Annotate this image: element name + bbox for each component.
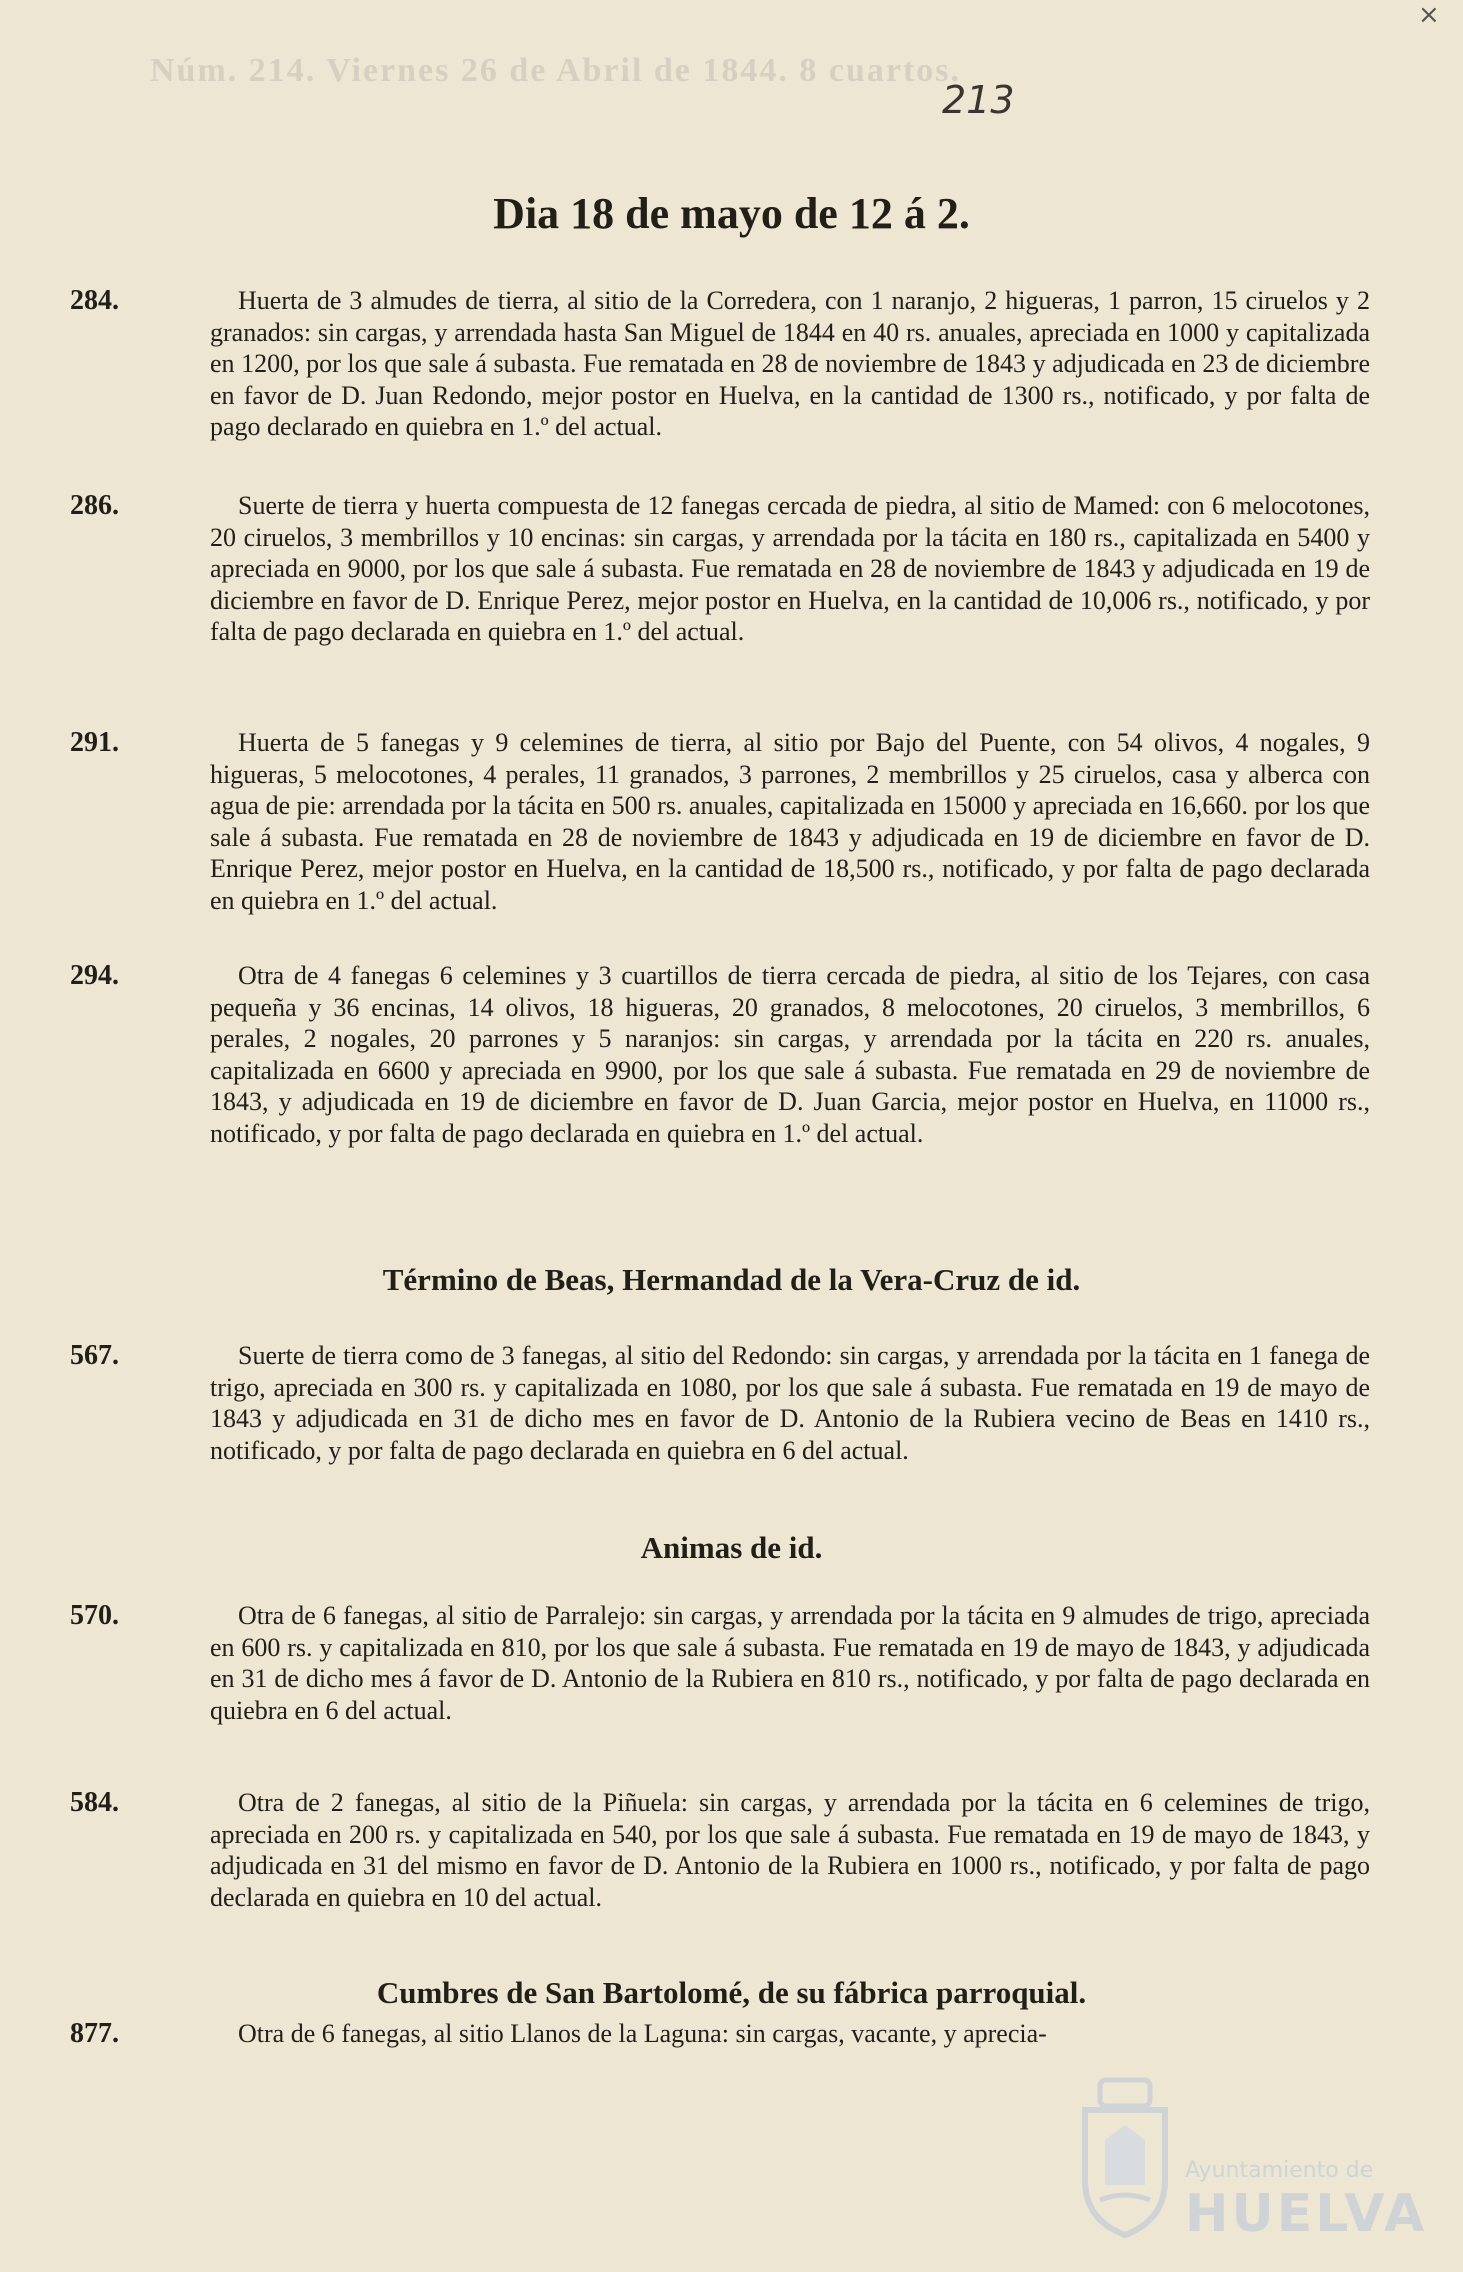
entry-number: 567. — [70, 1340, 119, 1371]
entry-877 — [70, 2018, 1310, 2050]
entry-text: Otra de 6 fanegas, al sitio de Parralejo: sin cargas, y arrendada por la tácita en 9 almudes de trigo, apreciada en 600 rs. y capitalizada en 810, por los que sale á subasta. Fue rematada en 19 de mayo de 1843, y adjudicada en 31 de dicho mes á favor de D. Antonio de la Rubiera en 810 rs., notificado, y por falta de pago declarada en quiebra en 6 del actual. — [210, 1601, 1370, 1725]
entry-number: 570. — [70, 1600, 119, 1631]
entry-text: Otra de 4 fanegas 6 celemines y 3 cuartillos de tierra cercada de piedra, al sitio de los Tejares, con casa pequeña y 36 encinas, 14 olivos, 18 higueras, 20 granados, 8 melocotones, 20 ciruelos, 3 membrillos, 6 perales, 2 nogales, 20 parrones y 5 naranjos: sin cargas, y arrendada por la tácita en 220 rs. anuales, capitalizada en 6600 y apreciada en 9900, por los que sale á subasta. Fue rematada en 29 de noviembre de 1843, y adjudicada en 19 de diciembre en favor de D. Juan Garcia, mejor postor en Huelva, en 11000 rs., notificado, y por falta de pago declarada en quiebra en 1.º del actual. — [210, 961, 1370, 1148]
entry-584 — [70, 1787, 1370, 1913]
entry-570 — [70, 1600, 1370, 1726]
entry-number: 284. — [70, 285, 119, 316]
entry-number: 294. — [70, 960, 119, 991]
entry-number: 584. — [70, 1787, 119, 1818]
entry-567 — [70, 1340, 1370, 1466]
watermark-line2: HUELVA — [1185, 2184, 1428, 2244]
section-heading-beas: Término de Beas, Hermandad de la Vera-Cruz de id. — [382, 1262, 1081, 1297]
entry-number: 291. — [70, 727, 119, 758]
entry-294 — [70, 960, 1370, 1149]
crest-icon — [1070, 2070, 1180, 2240]
watermark-line1: Ayuntamiento de — [1185, 2158, 1374, 2183]
entry-text: Suerte de tierra como de 3 fanegas, al sitio del Redondo: sin cargas, y arrendada por la tácita en 1 fanega de trigo, apreciada en 300 rs. y capitalizada en 1080, por los que sale á subasta. Fue rematada en 19 de mayo de 1843 y adjudicada en 31 de dicho mes en favor de D. Antonio de la Rubiera vecino de Beas en 1410 rs., notificado, y por falta de pago declarada en quiebra en 6 del actual. — [210, 1341, 1370, 1465]
entry-text: Otra de 6 fanegas, al sitio Llanos de la Laguna: sin cargas, vacante, y aprecia- — [238, 2019, 1047, 2048]
entry-291 — [70, 727, 1370, 916]
entry-text: Huerta de 3 almudes de tierra, al sitio de la Corredera, con 1 naranjo, 2 higueras, 1 parron, 15 ciruelos y 2 granados: sin cargas, y arrendada hasta San Miguel de 1844 en 40 rs. anuales, apreciada en 1000 y capitalizada en 1200, por los que sale á subasta. Fue rematada en 28 de noviembre de 1843 y adjudicada en 23 de diciembre en favor de D. Juan Redondo, mejor postor en Huelva, en la cantidad de 1300 rs., notificado, y por falta de pago declarado en quiebra en 1.º del actual. — [210, 286, 1370, 441]
page-number: 213 — [942, 78, 1015, 122]
section-heading-animas: Animas de id. — [640, 1530, 823, 1565]
entry-text: Otra de 2 fanegas, al sitio de la Piñuela: sin cargas, y arrendada por la tácita en 6 celemines de trigo, apreciada en 200 rs. y capitalizada en 540, por los que sale á subasta. Fue rematada en 19 de mayo de 1843, y adjudicada en 31 del mismo en favor de D. Antonio de la Rubiera en 1000 rs., notificado, y por falta de pago declarada en quiebra en 10 del actual. — [210, 1788, 1370, 1912]
page-title: Dia 18 de mayo de 12 á 2. — [493, 189, 970, 238]
corner-mark: × — [1418, 0, 1440, 30]
entry-text: Suerte de tierra y huerta compuesta de 12 fanegas cercada de piedra, al sitio de Mamed: con 6 melocotones, 20 ciruelos, 3 membrillos y 10 encinas: sin cargas, y arrendada por la tácita en 180 rs., capitalizada en 5400 y apreciada en 9000, por los que sale á subasta. Fue rematada en 28 de noviembre de 1843 y adjudicada en 19 de diciembre en favor de D. Enrique Perez, mejor postor en Huelva, en la cantidad de 10,006 rs., notificado, y por falta de pago declarada en quiebra en 1.º del actual. — [210, 491, 1370, 646]
entry-number: 877. — [70, 2018, 119, 2049]
entry-number: 286. — [70, 490, 119, 521]
section-heading-cumbres: Cumbres de San Bartolomé, de su fábrica parroquial. — [376, 1975, 1087, 2010]
entry-284 — [70, 285, 1370, 443]
bleed-through-header: Núm. 214. Viernes 26 de Abril de 1844. 8 cuartos. — [150, 52, 962, 89]
watermark-logo — [1050, 2070, 1428, 2250]
entry-text: Huerta de 5 fanegas y 9 celemines de tierra, al sitio por Bajo del Puente, con 54 olivos, 4 nogales, 9 higueras, 5 melocotones, 4 perales, 11 granados, 3 parrones, 2 membrillos y 25 ciruelos, casa y alberca con agua de pie: arrendada por la tácita en 500 rs. anuales, capitalizada en 15000 y apreciada en 16,660. por los que sale á subasta. Fue rematada en 28 de noviembre de 1843 y adjudicada en 19 de diciembre en favor de D. Enrique Perez, mejor postor en Huelva, en la cantidad de 18,500 rs., notificado, y por falta de pago declarada en quiebra en 1.º del actual. — [210, 728, 1370, 915]
entry-286 — [70, 490, 1370, 648]
